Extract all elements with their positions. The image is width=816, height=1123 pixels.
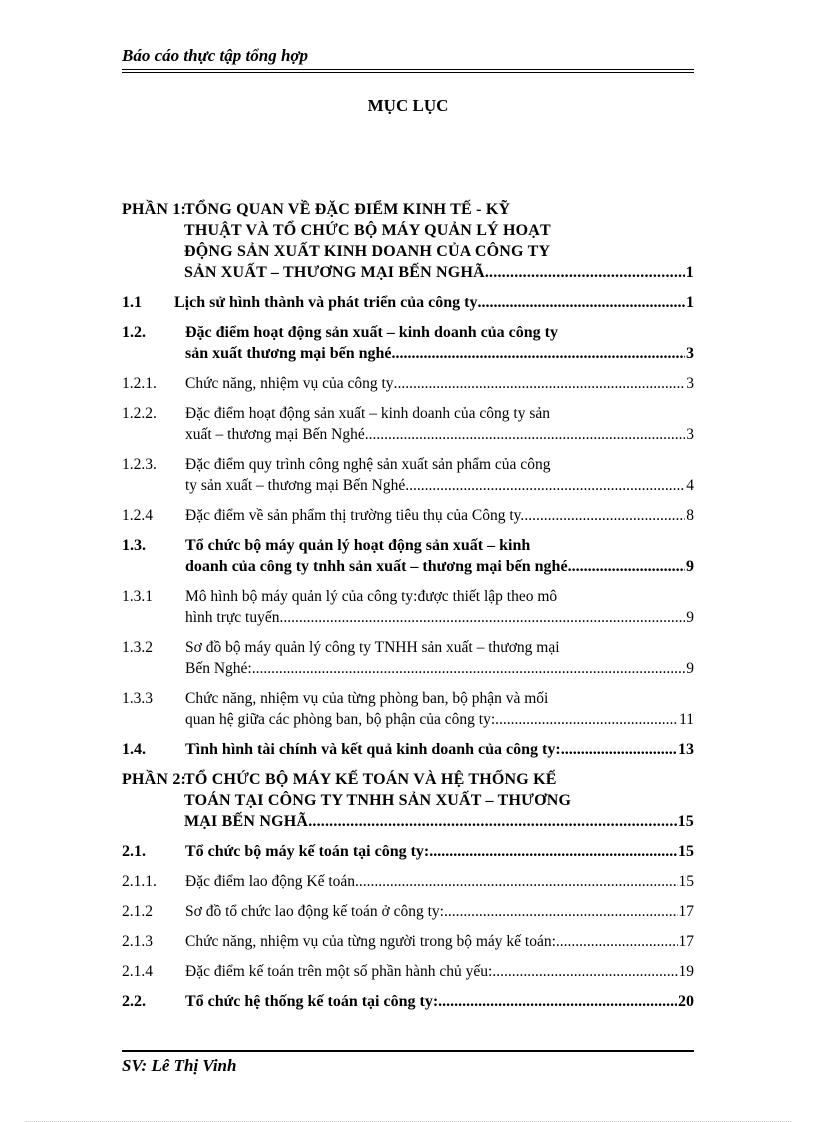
toc-entry-title: THUẬT VÀ TỔ CHỨC BỘ MÁY QUẢN LÝ HOẠT <box>184 222 551 239</box>
toc-entry-title: hình trực tuyến <box>185 609 280 626</box>
toc-entry-title: Tổ chức bộ máy kế toán tại công ty: <box>185 843 430 860</box>
toc-entry-title: Tình hình tài chính và kết quả kinh doanh của công ty: <box>185 741 561 758</box>
toc-leader-dots <box>405 475 685 496</box>
toc-entry[interactable] <box>122 373 694 394</box>
toc-entry-number: 1.2.3. <box>122 456 157 473</box>
toc-page-number: 3 <box>686 345 694 362</box>
page-footer: SV: Lê Thị Vinh <box>122 1056 237 1075</box>
toc-entry-line <box>122 871 694 892</box>
toc-entry-line <box>122 241 694 262</box>
toc-entry-line <box>122 505 694 526</box>
toc-page-number: 9 <box>686 660 694 677</box>
toc-entry-number: 1.3.2 <box>122 639 153 656</box>
toc-entry-number: 2.1. <box>122 843 146 860</box>
toc-entry[interactable] <box>122 739 694 760</box>
toc-leader-dots <box>477 292 685 313</box>
toc-page-number: 15 <box>678 873 694 890</box>
header-rule <box>122 69 694 70</box>
toc-entry-number: 1.2.2. <box>122 405 157 422</box>
toc-entry-title: Sơ đồ bộ máy quản lý công ty TNHH sản xuất – thương mại <box>185 639 560 656</box>
toc-leader-dots <box>392 343 685 364</box>
toc-entry[interactable] <box>122 403 694 445</box>
toc-leader-dots <box>495 709 678 730</box>
toc-entry[interactable] <box>122 931 694 952</box>
toc-entry-title: Lịch sử hình thành và phát triển của công ty <box>174 294 478 311</box>
toc-entry-title: TỔ CHỨC BỘ MÁY KẾ TOÁN VÀ HỆ THỐNG KẾ <box>184 771 557 788</box>
toc-leader-dots <box>492 961 677 982</box>
toc-entry-number: 1.3.1 <box>122 588 153 605</box>
toc-entry[interactable] <box>122 322 694 364</box>
toc-entry-line <box>122 901 694 922</box>
toc-entry-title: Đặc điểm lao động Kế toán <box>185 873 356 890</box>
page-edge-dotted-line <box>25 1121 791 1122</box>
toc-leader-dots <box>556 931 678 952</box>
toc-entry-line <box>122 688 694 709</box>
toc-entry-line <box>122 322 694 343</box>
toc-leader-dots <box>280 607 686 628</box>
toc-leader-dots <box>252 658 686 679</box>
toc-entry-number: 2.2. <box>122 993 146 1010</box>
toc-entry[interactable] <box>122 961 694 982</box>
toc-entry[interactable] <box>122 199 694 283</box>
toc-entry-number: 1.2. <box>122 324 146 341</box>
toc-entry[interactable] <box>122 454 694 496</box>
toc-entry-line <box>122 454 694 475</box>
toc-entry-title: Đặc điểm về sản phẩm thị trường tiêu thụ của Công ty. <box>185 507 525 524</box>
toc-entry-line <box>122 637 694 658</box>
toc-entry-number: 2.1.1. <box>122 873 157 890</box>
toc-entry-number: 1.1 <box>122 294 142 311</box>
toc-page-number: 13 <box>678 741 694 758</box>
toc-entry-line <box>122 961 694 982</box>
toc-page-number: 19 <box>678 963 694 980</box>
toc-entry-line <box>122 769 694 790</box>
toc-entry-title: Bến Nghé: <box>185 660 252 677</box>
toc-page-number: 15 <box>678 843 694 860</box>
toc-entry-title: MẠI BẾN NGHÃ <box>184 813 309 830</box>
toc-entry-line <box>122 841 694 862</box>
toc-entry-line <box>122 556 694 577</box>
toc-page-number: 8 <box>686 507 694 524</box>
toc-entry[interactable] <box>122 292 694 313</box>
toc-entry-title: Chức năng, nhiệm vụ của từng người trong bộ máy kế toán: <box>185 933 556 950</box>
toc-entry[interactable] <box>122 991 694 1012</box>
toc-entry[interactable] <box>122 688 694 730</box>
toc-entry-title: TỔNG QUAN VỀ ĐẶC ĐIỂM KINH TẾ - KỸ <box>184 201 511 218</box>
toc-entry-line <box>122 373 694 394</box>
toc-entry-line <box>122 607 694 628</box>
toc-entry-line <box>122 811 694 832</box>
toc-entry[interactable] <box>122 535 694 577</box>
toc-entry-title: Chức năng, nhiệm vụ của công ty <box>185 375 394 392</box>
toc-entry-title: xuất – thương mại Bến Nghé <box>185 426 365 443</box>
toc-page-number: 9 <box>686 558 694 575</box>
toc-entry-line <box>122 343 694 364</box>
toc-entry-title: doanh của công ty tnhh sản xuất – thương mại bến nghé <box>185 558 568 575</box>
toc-page-number: 17 <box>678 933 694 950</box>
toc-page-number: 3 <box>686 426 694 443</box>
table-of-contents <box>122 199 694 1021</box>
toc-entry-line <box>122 709 694 730</box>
toc-page-number: 4 <box>686 477 694 494</box>
toc-entry-line <box>122 658 694 679</box>
toc-leader-dots <box>568 556 685 577</box>
toc-entry-line <box>122 475 694 496</box>
toc-leader-dots <box>524 505 685 526</box>
toc-entry-title: Tổ chức bộ máy quản lý hoạt động sản xuất – kinh <box>185 537 531 554</box>
toc-entry-title: Tổ chức hệ thống kế toán tại công ty: <box>185 993 439 1010</box>
toc-entry[interactable] <box>122 505 694 526</box>
toc-page-number: 9 <box>686 609 694 626</box>
footer-rule <box>122 1050 694 1052</box>
toc-entry-title: quan hệ giữa các phòng ban, bộ phận của công ty: <box>185 711 496 728</box>
toc-entry-number: 2.1.4 <box>122 963 153 980</box>
toc-leader-dots <box>355 871 677 892</box>
toc-page-number: 11 <box>679 711 694 728</box>
page-header: Báo cáo thực tập tổng hợp <box>122 46 309 65</box>
toc-entry-line <box>122 535 694 556</box>
page-title: MỤC LỤC <box>367 96 449 115</box>
toc-entry-number: 2.1.2 <box>122 903 153 920</box>
toc-page-number: 15 <box>677 813 694 830</box>
toc-entry-number: 1.3. <box>122 537 146 554</box>
toc-leader-dots <box>438 991 677 1012</box>
toc-entry-title: TOÁN TẠI CÔNG TY TNHH SẢN XUẤT – THƯƠNG <box>184 792 572 809</box>
toc-entry-number: 1.2.4 <box>122 507 153 524</box>
toc-entry-line <box>122 931 694 952</box>
toc-entry-title: Đặc điểm hoạt động sản xuất – kinh doanh của công ty sản <box>185 405 551 422</box>
toc-entry-title: sản xuất thương mại bến nghé <box>185 345 392 362</box>
toc-entry-number: 1.4. <box>122 741 146 758</box>
header-rule-2 <box>122 72 694 73</box>
toc-entry-title: Đặc điểm kế toán trên một số phần hành chủ yếu: <box>185 963 493 980</box>
toc-page-number: 1 <box>685 264 694 281</box>
toc-entry-title: Đặc điểm hoạt động sản xuất – kinh doanh của công ty <box>185 324 558 341</box>
toc-leader-dots <box>485 262 685 283</box>
toc-entry[interactable] <box>122 586 694 628</box>
toc-entry-title: ty sản xuất – thương mại Bến Nghé <box>185 477 406 494</box>
toc-entry[interactable] <box>122 637 694 679</box>
toc-entry-line <box>122 586 694 607</box>
toc-entry-line <box>122 220 694 241</box>
toc-entry-number: 1.2.1. <box>122 375 157 392</box>
toc-entry-title: Chức năng, nhiệm vụ của từng phòng ban, bộ phận và mối <box>185 690 549 707</box>
toc-entry-line <box>122 262 694 283</box>
toc-leader-dots <box>394 373 686 394</box>
toc-entry-title: ĐỘNG SẢN XUẤT KINH DOANH CỦA CÔNG TY <box>184 243 551 260</box>
toc-entry-title: SẢN XUẤT – THƯƠNG MẠI BẾN NGHÃ <box>184 264 485 281</box>
toc-leader-dots <box>429 841 677 862</box>
toc-entry-line <box>122 790 694 811</box>
toc-entry-line <box>122 991 694 1012</box>
toc-entry-line <box>122 292 694 313</box>
toc-entry-number: PHẦN 1: <box>122 201 187 218</box>
toc-entry-title: Đặc điểm quy trình công nghệ sản xuất sản phẩm của công <box>185 456 551 473</box>
toc-entry-line <box>122 199 694 220</box>
toc-entry-title: Sơ đồ tổ chức lao động kế toán ở công ty: <box>185 903 444 920</box>
toc-page-number: 17 <box>678 903 694 920</box>
toc-leader-dots <box>365 424 686 445</box>
toc-entry-number: 2.1.3 <box>122 933 153 950</box>
toc-leader-dots <box>308 811 676 832</box>
toc-entry-line <box>122 424 694 445</box>
toc-entry[interactable] <box>122 769 694 832</box>
toc-entry[interactable] <box>122 871 694 892</box>
toc-page-number: 3 <box>686 375 694 392</box>
toc-page-number: 20 <box>678 993 694 1010</box>
toc-entry-line <box>122 403 694 424</box>
toc-entry-title: Mô hình bộ máy quản lý của công ty:được thiết lập theo mô <box>185 588 558 605</box>
toc-page-number: 1 <box>686 294 694 311</box>
toc-leader-dots <box>444 901 678 922</box>
toc-leader-dots <box>561 739 677 760</box>
toc-entry-line <box>122 739 694 760</box>
toc-entry[interactable] <box>122 901 694 922</box>
toc-entry-number: PHẦN 2: <box>122 771 187 788</box>
toc-entry[interactable] <box>122 841 694 862</box>
toc-entry-number: 1.3.3 <box>122 690 153 707</box>
